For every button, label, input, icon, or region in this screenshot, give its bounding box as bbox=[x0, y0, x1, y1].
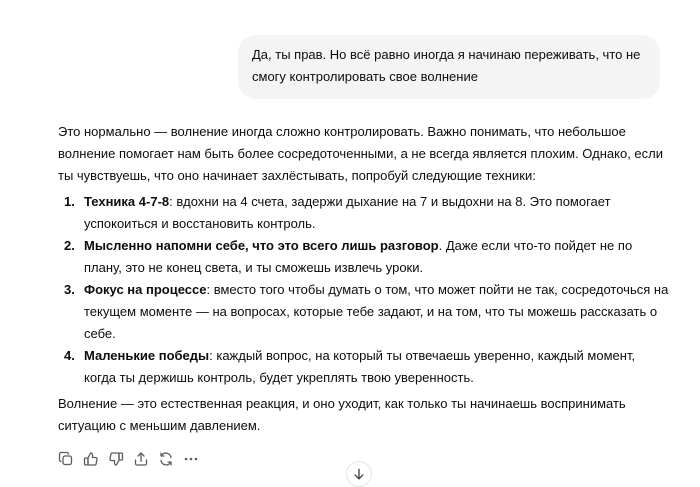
share-icon[interactable] bbox=[131, 449, 150, 468]
assistant-intro: Это нормально — волнение иногда сложно контролировать. Важно понимать, что небольшое волнение помогает нам быть более сосредоточенными, а не всегда является плохим. Однако, если ты чувствуешь, что оно начинает захлёстывать, попробуй следующие техники: bbox=[58, 124, 663, 183]
list-item bbox=[58, 235, 670, 279]
regenerate-icon[interactable] bbox=[156, 449, 175, 468]
list-item-text: : каждый вопрос, на который ты отвечаешь уверенно, каждый момент, когда ты держишь контроль, будет укреплять твою уверенность. bbox=[84, 348, 636, 385]
user-message-text: Да, ты прав. Но всё равно иногда я начинаю переживать, что не смогу контролировать свое волнение bbox=[252, 47, 641, 84]
user-message-bubble bbox=[238, 35, 660, 99]
more-icon[interactable] bbox=[181, 449, 200, 468]
thumbs-up-icon[interactable] bbox=[81, 449, 100, 468]
copy-icon[interactable] bbox=[56, 449, 75, 468]
assistant-outro: Волнение — это естественная реакция, и оно уходит, как только ты начинаешь воспринимать ситуацию с меньшим давлением. bbox=[58, 396, 626, 433]
list-item-title: Техника 4-7-8 bbox=[84, 194, 170, 209]
list-item-number: 3. bbox=[64, 282, 75, 297]
list-item bbox=[58, 279, 670, 345]
list-item-number: 1. bbox=[64, 194, 75, 209]
list-item bbox=[58, 345, 670, 389]
list-item-number: 2. bbox=[64, 238, 75, 253]
list-item bbox=[58, 191, 670, 235]
list-item-text: . Даже если что-то пойдет не по плану, это не конец света, и ты сможешь извлечь уроки. bbox=[84, 238, 633, 275]
techniques-list bbox=[58, 191, 670, 389]
arrow-down-icon bbox=[352, 467, 366, 481]
list-item-number: 4. bbox=[64, 348, 75, 363]
message-actions bbox=[56, 449, 200, 468]
assistant-message bbox=[58, 121, 670, 437]
scroll-to-bottom-button[interactable] bbox=[346, 461, 372, 487]
thumbs-down-icon[interactable] bbox=[106, 449, 125, 468]
list-item-title: Маленькие победы bbox=[84, 348, 210, 363]
list-item-title: Фокус на процессе bbox=[84, 282, 207, 297]
list-item-text: : вдохни на 4 счета, задержи дыхание на 7 и выдохни на 8. Это помогает успокоиться и восстановить контроль. bbox=[84, 194, 611, 231]
list-item-text: : вместо того чтобы думать о том, что может пойти не так, сосредоточься на текущем моменте — на вопросах, которые тебе задают, и на том, что ты можешь рассказать о себе. bbox=[84, 282, 669, 341]
list-item-title: Мысленно напомни себе, что это всего лишь разговор bbox=[84, 238, 439, 253]
